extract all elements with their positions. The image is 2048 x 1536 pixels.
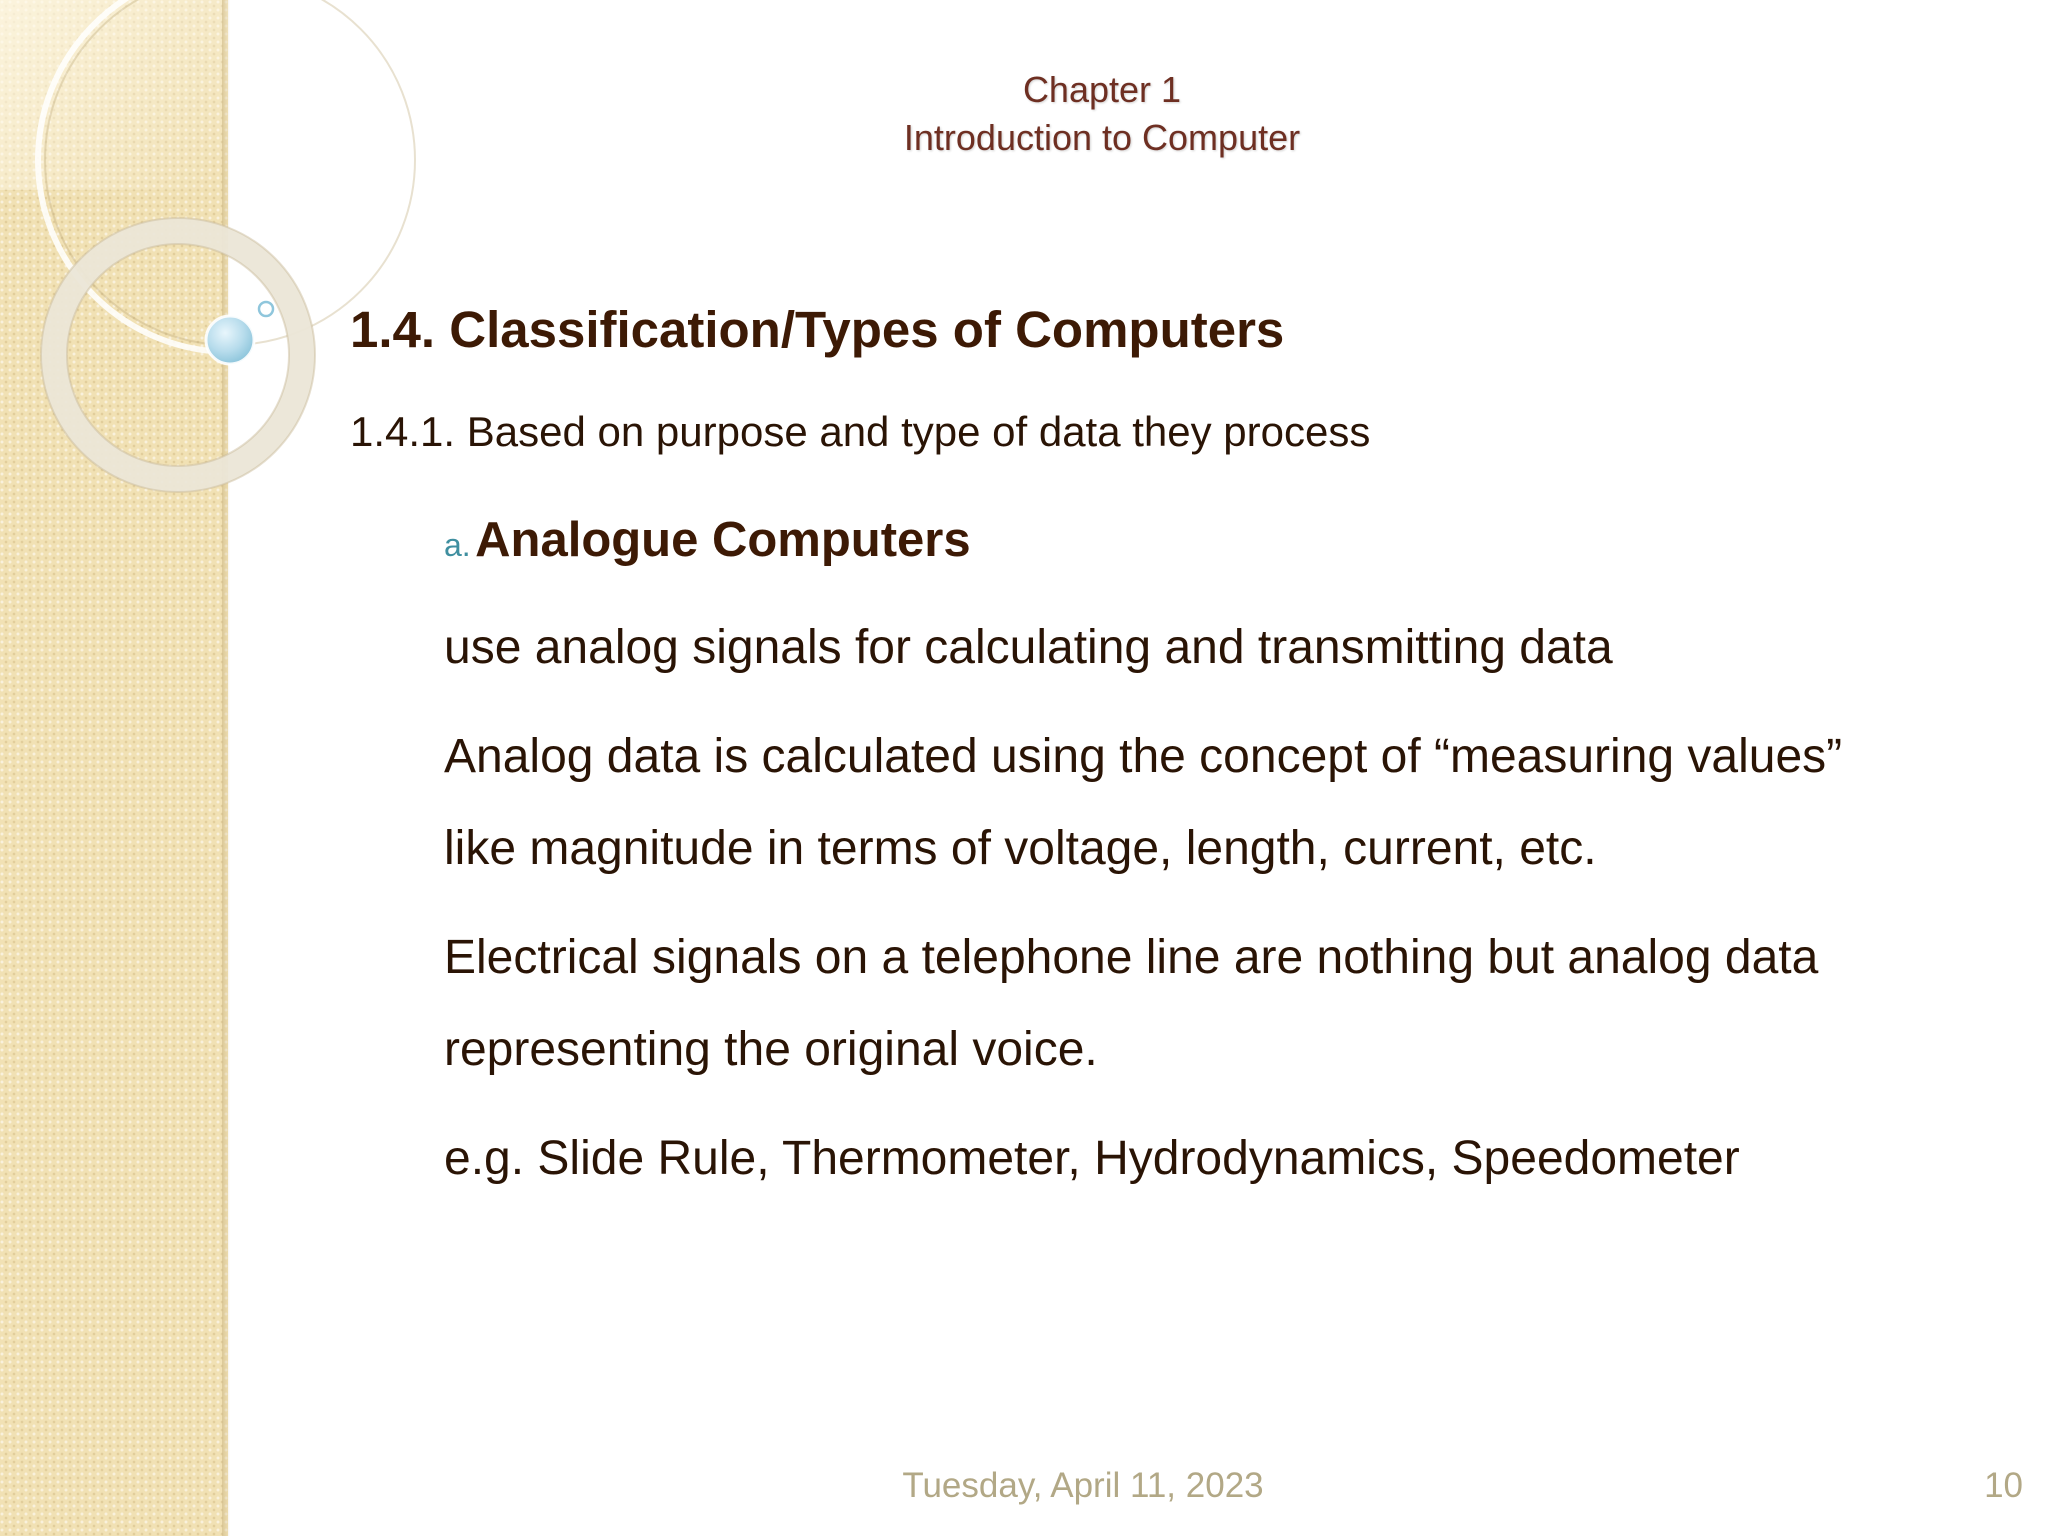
paragraph-line: Electrical signals on a telephone line are nothing but analog data: [444, 931, 1819, 984]
paragraph-line: Analog data is calculated using the concept of “measuring values”: [444, 730, 1843, 783]
paragraph-line: representing the original voice.: [444, 1023, 1098, 1076]
chapter-label: Chapter 1: [1022, 69, 1182, 110]
paragraph-3: [444, 912, 1818, 1096]
section-title: 1.4. Classification/Types of Computers: [350, 301, 1285, 358]
paragraph-line: use analog signals for calculating and transmitting data: [444, 621, 1613, 674]
list-item-heading: [444, 512, 971, 568]
chapter-title: Introduction to Computer: [903, 117, 1301, 158]
page-number: 10: [1984, 1466, 2023, 1505]
list-marker: a.: [444, 527, 471, 563]
paragraph-2: [444, 711, 1842, 895]
paragraph-line: e.g. Slide Rule, Thermometer, Hydrodynamics, Speedometer: [444, 1132, 1740, 1185]
slide-header: [228, 66, 1976, 162]
paragraph-4: [444, 1113, 1740, 1205]
medium-ring: [54, 231, 302, 479]
blue-bubble-large: [206, 316, 254, 364]
paragraph-line: like magnitude in terms of voltage, length, current, etc.: [444, 822, 1597, 875]
subsection-title: 1.4.1. Based on purpose and type of data they process: [350, 408, 1371, 455]
paragraph-1: [444, 602, 1613, 694]
footer-date: Tuesday, April 11, 2023: [902, 1466, 1264, 1505]
item-title: Analogue Computers: [475, 513, 971, 567]
blue-bubble-small: [259, 302, 273, 316]
